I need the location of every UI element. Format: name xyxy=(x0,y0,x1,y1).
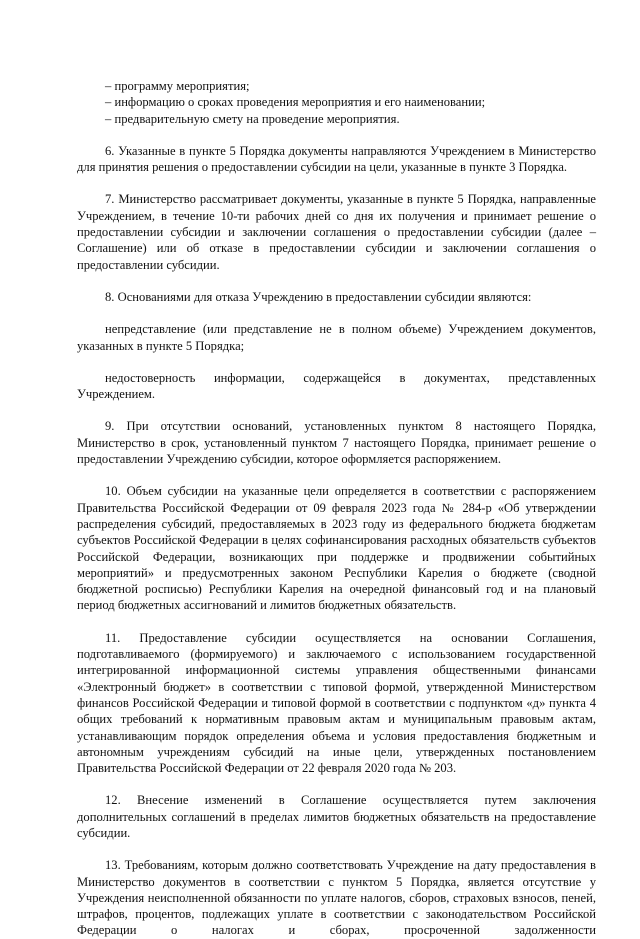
document-body xyxy=(77,78,596,939)
paragraph-6: 6. Указанные в пункте 5 Порядка документы направляются Учреждением в Министерство для принятия решения о предоставлении субсидии на цели, указанные в пункте 3 Порядка. xyxy=(77,143,596,175)
paragraph-13: 13. Требованиям, которым должно соответствовать Учреждение на дату предоставления в Министерство документов в соответствии с пунктом 5 Порядка, является отсутствие у Учреждения неисполненной обязанности по уплате налогов, сборов, страховых взносов, пеней, штрафов, процентов, подлежащих уплате в соответствии с законодательством Российской Федерации о налогах и сборах, просроченной задолженности xyxy=(77,858,596,938)
paragraph-8-reason-1: непредставление (или представление не в полном объеме) Учреждением документов, указанных в пункте 5 Порядка; xyxy=(77,322,596,353)
paragraph-10: 10. Объем субсидии на указанные цели определяется в соответствии с распоряжением Правительства Российской Федерации от 09 февраля 2023 года № 284-р «Об утверждении распределения субсидий, предоставляемых в 2023 году из федерального бюджета бюджетам субъектов Российской Федерации в целях софинансирования расходных обязательств субъектов Российской Федерации, возникающих при поддержке и продвижении событийных мероприятий» и предусмотренных законом Республики Карелия о бюджете (сводной бюджетной росписью) Республики Карелия на очередной финансовый год и на плановый период бюджетных ассигнований и лимитов бюджетных обязательств. xyxy=(77,484,596,613)
document-list xyxy=(105,78,596,127)
list-item: – предварительную смету на проведение мероприятия. xyxy=(105,111,596,127)
paragraph-7: 7. Министерство рассматривает документы, указанные в пункте 5 Порядка, направленные Учреждением, в течение 10-ти рабочих дней со дня их получения и принимает решение о предоставлении субсидии и заключении соглашения о предоставлении субсидии (далее – Соглашение) или об отказе в предоставлении субсидии и заключении соглашения о предоставлении субсидии. xyxy=(77,192,596,272)
paragraph-12: 12. Внесение изменений в Соглашение осуществляется путем заключения дополнительных соглашений в пределах лимитов бюджетных обязательств на предоставление субсидии. xyxy=(77,793,596,840)
list-item: – информацию о сроках проведения мероприятия и его наименовании; xyxy=(105,94,596,110)
paragraph-8: 8. Основаниями для отказа Учреждению в предоставлении субсидии являются: xyxy=(105,289,532,304)
paragraph-9: 9. При отсутствии оснований, установленных пунктом 8 настоящего Порядка, Министерство в срок, установленный пунктом 7 настоящего Порядка, принимает решение о предоставлении Учреждению субсидии, которое оформляется распоряжением. xyxy=(77,419,596,467)
list-item: – программу мероприятия; xyxy=(105,78,596,94)
paragraph-11: 11. Предоставление субсидии осуществляется на основании Соглашения, подготавливаемого (формируемого) и заключаемого с использованием государственной интегрированной информационной системы управления общественными финансами «Электронный бюджет» в соответствии с типовой формой, утвержденной Министерством финансов Российской Федерации и типовой формой в соответствии с подпунктом «д» пункта 4 общих требований к нормативным правовым актам и муниципальным правовым актам, устанавливающим порядок определения объема и условия предоставления бюджетным и автономным учреждениям субсидий на иные цели, утвержденных постановлением Правительства Российской Федерации от 22 февраля 2020 года № 203. xyxy=(77,630,596,776)
paragraph-8-reason-2: недостоверность информации, содержащейся в документах, представленных Учреждением. xyxy=(77,370,596,402)
